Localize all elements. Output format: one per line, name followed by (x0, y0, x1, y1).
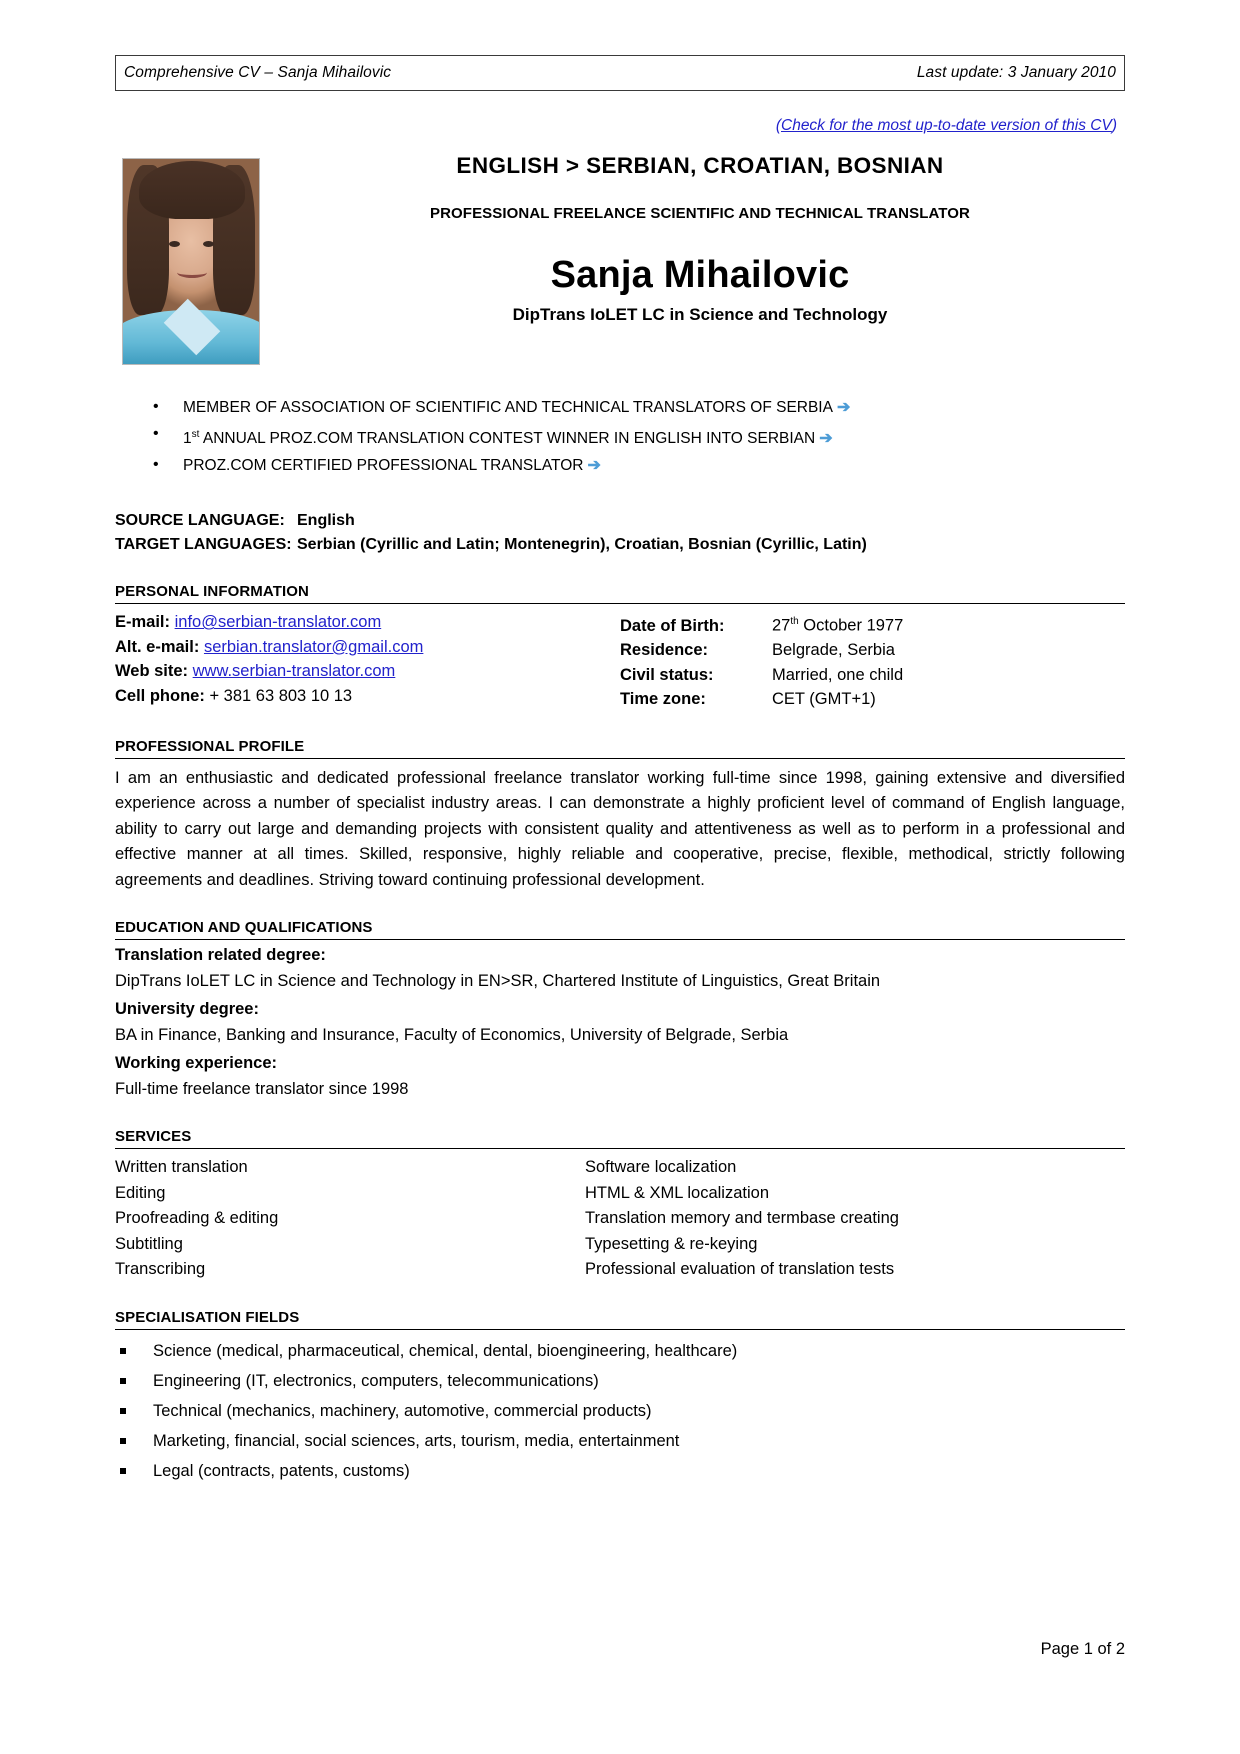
residence-label: Residence: (620, 641, 709, 660)
source-language-label: SOURCE LANGUAGE: (115, 512, 285, 530)
specialisation-list (115, 1336, 1125, 1486)
avatar-eye-right (203, 241, 214, 247)
avatar (122, 158, 260, 365)
role-headline: PROFESSIONAL FREELANCE SCIENTIFIC AND TECHNICAL TRANSLATOR (430, 205, 970, 222)
services-left-column (115, 1155, 585, 1283)
list-item: Translation memory and termbase creating (585, 1209, 899, 1228)
arrow-right-icon[interactable]: ➔ (587, 457, 601, 475)
list-item: Technical (mechanics, machinery, automotive, commercial products) (115, 1396, 1125, 1426)
civil-status-value: Married, one child (772, 665, 904, 684)
language-block (115, 509, 1125, 557)
list-item: Editing (115, 1183, 166, 1202)
section-heading-personal-information: PERSONAL INFORMATION (115, 583, 1125, 604)
section-heading-services: SERVICES (115, 1128, 1125, 1149)
ordinal-suffix: th (790, 616, 799, 628)
open-paren: ( (775, 117, 781, 134)
list-item: Typesetting & re-keying (585, 1234, 758, 1253)
education-detail: Full-time freelance translator since 1998 (115, 1079, 409, 1098)
alt-email-link[interactable]: serbian.translator@gmail.com (203, 637, 424, 656)
list-item: Proofreading & editing (115, 1209, 279, 1228)
website-label: Web site: (115, 662, 189, 681)
education-block (115, 943, 1125, 1102)
cell-phone-row (115, 684, 620, 709)
alt-email-label: Alt. e-mail: (115, 637, 200, 656)
email-row (115, 610, 620, 635)
residence-row (620, 638, 1125, 663)
language-pair-headline: ENGLISH > SERBIAN, CROATIAN, BOSNIAN (456, 153, 944, 178)
section-heading-education: EDUCATION AND QUALIFICATIONS (115, 919, 1125, 940)
arrow-right-icon[interactable]: ➔ (819, 430, 833, 448)
avatar-eye-left (169, 241, 180, 247)
arrow-right-icon[interactable]: ➔ (836, 399, 851, 416)
source-language-row (115, 509, 1125, 533)
header-title: Comprehensive CV – Sanja Mihailovic (124, 64, 392, 81)
title-center-block (115, 153, 1125, 325)
professional-profile-text: I am an enthusiastic and dedicated professional freelance translator working full-time since 1998, gaining extensive and diversified experience across a number of specialist industry areas. I can demonstrate a highly proficient level of command of English language, ability to carry out large and demanding projects with consistent quality and attentiveness as well as to perform in a professional and effective manner at all times. Skilled, responsive, highly reliable and cooperative, precise, flexible, methodical, strictly following agreements and deadlines. Striving toward continuing professional development. (115, 768, 1125, 889)
header-last-update: Last update: 3 January 2010 (916, 64, 1116, 81)
education-detail: DipTrans IoLET LC in Science and Technology in EN>SR, Chartered Institute of Linguistics, Great Britain (115, 971, 881, 990)
credentials-list (115, 394, 1125, 479)
personal-left-column (115, 610, 620, 712)
credential-text: PROZ.COM CERTIFIED PROFESSIONAL TRANSLATOR (183, 457, 584, 475)
credential-text: MEMBER OF ASSOCIATION OF SCIENTIFIC AND TECHNICAL TRANSLATORS OF SERBIA (183, 399, 833, 416)
list-item: Written translation (115, 1158, 248, 1177)
list-item: Subtitling (115, 1234, 183, 1253)
source-language-value: English (297, 512, 355, 530)
list-item: Legal (contracts, patents, customs) (115, 1456, 1125, 1486)
education-heading: Working experience: (115, 1054, 277, 1073)
close-paren: ) (1111, 117, 1117, 134)
list-item (115, 452, 1125, 479)
date-of-birth-value-cont: October 1977 (798, 616, 904, 635)
education-detail: BA in Finance, Banking and Insurance, Faculty of Economics, University of Belgrade, Serbia (115, 1025, 789, 1044)
avatar-hair-top (139, 161, 245, 219)
target-languages-value: Serbian (Cyrillic and Latin; Montenegrin), Croatian, Bosnian (Cyrillic, Latin) (297, 536, 867, 554)
education-heading: Translation related degree: (115, 946, 326, 965)
residence-value: Belgrade, Serbia (772, 641, 895, 660)
list-item: Marketing, financial, social sciences, arts, tourism, media, entertainment (115, 1426, 1125, 1456)
list-item: Transcribing (115, 1260, 206, 1279)
time-zone-label: Time zone: (620, 690, 706, 709)
list-item (115, 394, 1125, 421)
title-zone (115, 153, 1125, 368)
avatar-smile (177, 267, 207, 278)
time-zone-value: CET (GMT+1) (772, 690, 876, 709)
email-link[interactable]: info@serbian-translator.com (174, 613, 382, 632)
services-grid (115, 1155, 1125, 1283)
list-item: Engineering (IT, electronics, computers, telecommunications) (115, 1366, 1125, 1396)
civil-status-label: Civil status: (620, 665, 714, 684)
cell-phone-value: + 381 63 803 10 13 (209, 686, 353, 705)
personal-information-grid (115, 610, 1125, 712)
page-title: Sanja Mihailovic (550, 254, 850, 296)
section-heading-specialisation: SPECIALISATION FIELDS (115, 1309, 1125, 1330)
website-link[interactable]: www.serbian-translator.com (192, 662, 396, 681)
section-heading-professional-profile: PROFESSIONAL PROFILE (115, 738, 1125, 759)
date-of-birth-label: Date of Birth: (620, 616, 725, 635)
personal-right-column (620, 610, 1125, 712)
page-number: Page 1 of 2 (1040, 1640, 1125, 1658)
date-of-birth-value: 27 (772, 616, 791, 635)
list-item: Science (medical, pharmaceutical, chemical, dental, bioengineering, healthcare) (115, 1336, 1125, 1366)
check-version-link[interactable]: Check for the most up-to-date version of this CV (781, 117, 1112, 134)
list-item: Software localization (585, 1158, 737, 1177)
list-item (115, 421, 1125, 452)
civil-status-row (620, 663, 1125, 688)
time-zone-row (620, 687, 1125, 712)
target-languages-row (115, 533, 1125, 557)
services-right-column (585, 1155, 1125, 1283)
education-heading: University degree: (115, 1000, 259, 1019)
list-item: Professional evaluation of translation tests (585, 1260, 895, 1279)
check-version-line (115, 117, 1125, 135)
alt-email-row (115, 635, 620, 660)
credential-text: 1 (183, 430, 192, 448)
website-row (115, 659, 620, 684)
cell-phone-label: Cell phone: (115, 686, 205, 705)
credential-text-cont: ANNUAL PROZ.COM TRANSLATION CONTEST WINNER IN ENGLISH INTO SERBIAN (199, 430, 816, 448)
email-label: E-mail: (115, 613, 171, 632)
credential-subtitle: DipTrans IoLET LC in Science and Technology (512, 305, 888, 324)
date-of-birth-row (620, 610, 1125, 638)
ordinal-suffix: st (191, 429, 200, 440)
document-header (115, 55, 1125, 91)
list-item: HTML & XML localization (585, 1183, 770, 1202)
target-languages-label: TARGET LANGUAGES: (115, 536, 292, 554)
